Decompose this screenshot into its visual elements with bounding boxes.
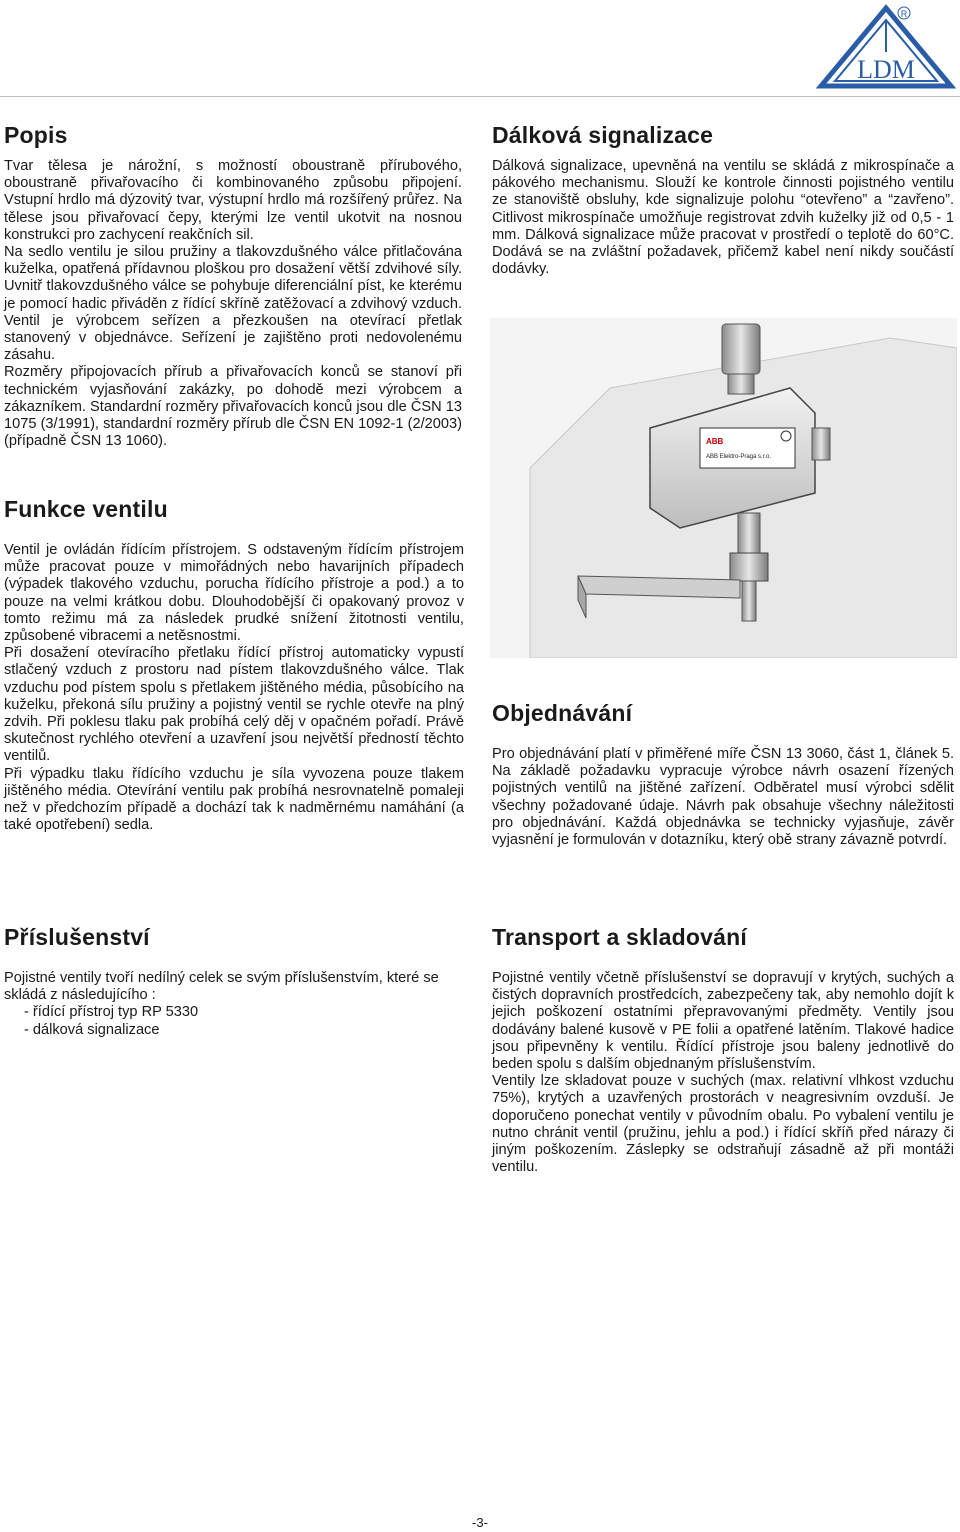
- section-popis-body: [4, 158, 462, 450]
- popis-paragraph: Rozměry připojovacích přírub a přivařovacích konců se stanoví při technickém vyjasňování zakázky, po dohodě mezi výrobcem a zákazníkem. Standardní rozměry přivařovacích konců jsou dle ČSN 13 1075 (3/1991), standardní rozměry přírub dle ČSN EN 1092-1 (2/2003) (případně ČSN 13 1060).: [4, 364, 462, 450]
- svg-text:ABB: ABB: [706, 437, 724, 446]
- valve-illustration: [490, 318, 957, 658]
- list-item: - dálková signalizace: [24, 1021, 160, 1038]
- ldm-logo-graphic: [816, 4, 956, 90]
- transport-paragraph: Ventily lze skladovat pouze v suchých (max. relativní vlhkost vzduchu 75%), krytých a uzavřených prostorách v neagresivním ovzduší. Je doporučeno ponechat ventily v původním obalu. Po vybalení ventilu je nutno chránit ventil (pružinu, jehlu a pod.) i řídící skříň před nárazy či jiným poškozením. Záslepky se odstraňují zásadně až při montáži ventilu.: [492, 1073, 954, 1176]
- section-prislusenstvi-body: [4, 970, 464, 1039]
- popis-paragraph: Tvar tělesa je nárožní, s možností oboustraně přírubového, oboustraně přivařovacího či kombinovaného způsobu připojení. Vstupní hrdlo má dýzovitý tvar, výstupní hrdlo má rozšířený průřez. Na tělese jsou přivařovací čepy, kterými lze ventil ukotvit na nosnou konstrukci pro zachycení reakčních sil.: [4, 158, 462, 243]
- section-funkce-body: [4, 542, 464, 834]
- registered-mark: R: [900, 9, 908, 19]
- section-dalkova-title: Dálková signalizace: [492, 122, 714, 148]
- list-item: - řídící přístroj typ RP 5330: [24, 1004, 199, 1021]
- section-prislusenstvi-title: Příslušenství: [4, 924, 150, 950]
- section-transport-body: [492, 970, 954, 1176]
- section-funkce-title: Funkce ventilu: [4, 496, 168, 522]
- page-number: -3-: [472, 1515, 488, 1530]
- section-popis-title: Popis: [4, 122, 68, 148]
- section-dalkova-body: [492, 158, 954, 278]
- funkce-paragraph: Při dosažení otevíracího přetlaku řídící přístroj automaticky vypustí stlačený vzduch z prostoru nad pístem tlakovzdušného válce. Tlak vzduchu pod pístem spolu s přetlakem jištěného média, působícího na kuželku, překoná sílu pružiny a pojistný ventil se rychle otevře na plný zdvih. Při poklesu tlaku pak probíhá celý děj v opačném pořadí. Právě skutečnost rychlého otevření a uzavření jsou největší předností těchto ventilů.: [4, 645, 464, 765]
- photo-label: ABB Elektro-Praga s.r.o.: [706, 454, 772, 460]
- section-objednavani-body: [492, 746, 954, 849]
- valve-photo: [490, 318, 957, 658]
- logo-text: LDM: [857, 55, 915, 84]
- objednavani-paragraph: Pro objednávání platí v přiměřené míře ČSN 13 3060, část 1, článek 5. Na základě požadavku vypracuje výrobce návrh osazení řízených pojistných ventilů na jištěné zařízení. Odběratel musí výrobci sdělit všechny požadované údaje. Návrh pak obsahuje všechny náležitosti pro objednávání. Každá objednávka se technicky vyjasňuje, závěr vyjasnění je formulován v dotazníku, který obě strany závazně potvrdí.: [492, 746, 954, 849]
- prislusenstvi-intro: Pojistné ventily tvoří nedílný celek se svým příslušenstvím, které se skládá z následujícího :: [4, 970, 439, 1004]
- section-objednavani-title: Objednávání: [492, 700, 633, 726]
- header-divider: [0, 96, 960, 97]
- ldm-logo: [816, 4, 956, 90]
- funkce-paragraph: Ventil je ovládán řídícím přístrojem. S odstaveným řídícím přístrojem může pracovat pouze v mimořádných nebo havarijních případech (výpadek tlakového vzduchu, porucha řídícího přístroje a pod.) a to pouze na velmi krátkou dobu. Dlouhodobější či opakovaný provoz v tomto režimu má za následek prudké snížení žitotnosti ventilu, způsobené vibracemi a netěsnostmi.: [4, 542, 464, 645]
- transport-paragraph: Pojistné ventily včetně příslušenství se dopravují v krytých, suchých a čistých dopravních prostředcích, zabezpečeny tak, aby nemohlo dojít k jejich poškození ostatními přepravovanými předměty. Ventily jsou dodávány balené kusově v PE folii a opatřené latěním. Tlakové hadice jsou připevněny k ventilu. Řídící přístroje jsou baleny jednotlivě do beden spolu s dalším objednaným příslušenstvím.: [492, 970, 954, 1073]
- dalkova-paragraph: Dálková signalizace, upevněná na ventilu se skládá z mikrospínače a pákového mechanismu. Slouží ke kontrole činnosti pojistného ventilu ze stanoviště obsluhy, kde signalizuje polohu “otevřeno” a “zavřeno”. Citlivost mikrospínače umožňuje registrovat zdvih kuželky již od 0,5 - 1 mm. Dálková signalizace může pracovat v prostředí o teplotě do 60°C. Dodává se na zvláštní požadavek, přičemž kabel není nikdy součástí dodávky.: [492, 158, 954, 278]
- popis-paragraph: Na sedlo ventilu je silou pružiny a tlakovzdušného válce přitlačována kuželka, opatřená přídavnou ploškou pro dosažení větší zdvihové síly. Uvnitř tlakovzdušného válce se pohybuje diferenciální píst, ke kterému je pomocí hadic přiváděn z řídící skříně zatěžovací a zdvihový vzduch. Ventil je výrobcem seřízen a přezkoušen na otevírací přetlak stanovený v objednávce. Seřízení je zajištěno proti nedovolenému zásahu.: [4, 244, 462, 364]
- funkce-paragraph: Při výpadku tlaku řídícího vzduchu je síla vyvozena pouze tlakem jištěného média. Otevírání ventilu pak probíhá nesrovnatelně pomaleji než v předchozím případě a dochází tak k nadměrnému namáhání (a také opotřebení) sedla.: [4, 765, 464, 834]
- section-transport-title: Transport a skladování: [492, 924, 747, 950]
